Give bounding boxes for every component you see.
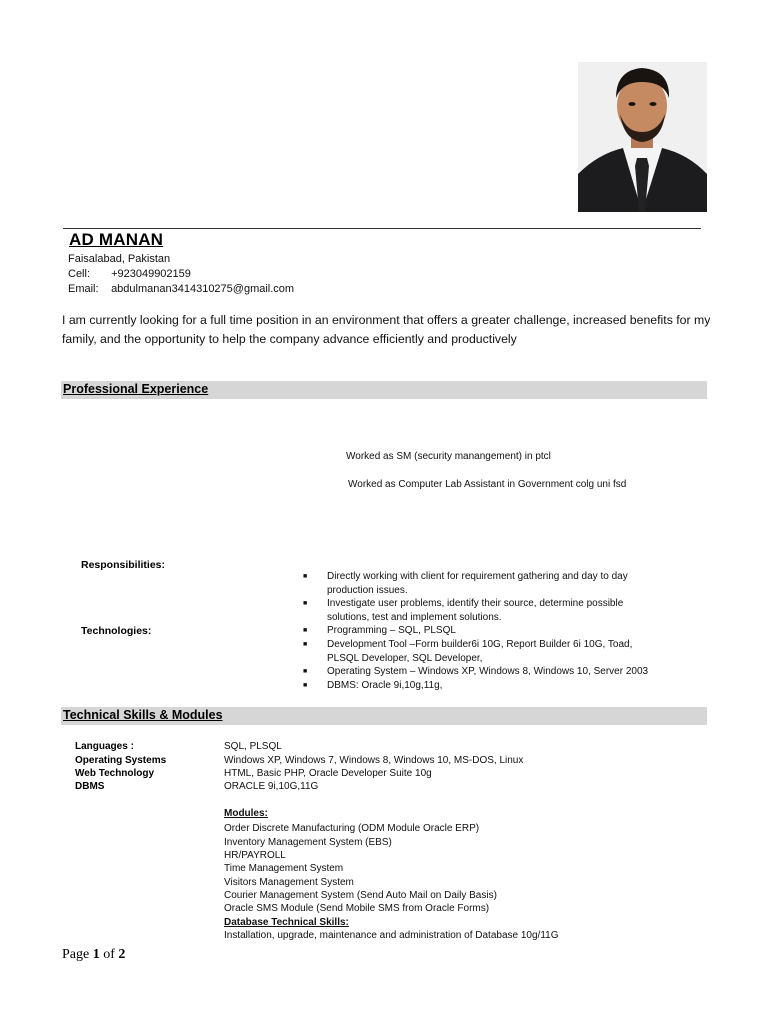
bullet-item: ■ Operating System – Windows XP, Windows 8, Windows 10, Server 2003 [303,666,649,677]
page-number: Page 1 of 2 [62,947,126,962]
module-item: HR/PAYROLL [224,850,286,861]
skill-label: DBMS [75,781,105,792]
skills-heading: Technical Skills & Modules [63,708,223,722]
bullet-item: ■ Investigate user problems, identify their source, determine possible solutions, test and implement solutions. [303,598,624,623]
db-skills-heading: Database Technical Skills: [224,917,349,928]
skill-label: Languages : [75,741,134,752]
module-item: Visitors Management System [224,877,354,888]
bullet-icon: ■ [303,573,308,580]
email-label: Email: [68,283,99,295]
email-address: abdulmanan3414310275@gmail.com [111,283,295,295]
bullet-item: ■ Directly working with client for requirement gathering and day to day production issues. [303,571,628,596]
skill-label: Web Technology [75,768,155,779]
candidate-name: AD MANAN [69,230,164,249]
cell-label: Cell: [68,268,91,280]
experience-section-bar [61,381,707,399]
module-item: Time Management System [224,863,344,874]
location: Faisalabad, Pakistan [68,253,171,265]
skill-value: SQL, PLSQL [224,741,282,752]
header-divider [63,228,701,229]
module-item: Inventory Management System (EBS) [224,837,392,848]
bullet-item: ■ Development Tool –Form builder6i 10G, Report Builder 6i 10G, Toad, PLSQL Developer, SQL Developer, [303,639,633,664]
job-line-2: Worked as Computer Lab Assistant in Government colg uni fsd [348,479,627,490]
bullet-icon: ■ [303,682,308,689]
job-line-1: Worked as SM (security manangement) in ptcl [346,451,551,462]
bullet-item: ■ Programming – SQL, PLSQL [303,625,456,636]
module-item: Courier Management System (Send Auto Mail on Daily Basis) [224,890,497,901]
responsibilities-label: Responsibilities: [81,559,166,571]
objective-text: I am currently looking for a full time position in an environment that offers a greater challenge, increased benefits for my family, and the opportunity to help the company advance efficiently and productively [62,313,711,346]
module-item: Order Discrete Manufacturing (ODM Module Oracle ERP) [224,823,480,834]
module-item: Oracle SMS Module (Send Mobile SMS from Oracle Forms) [224,903,490,914]
bullet-icon: ■ [303,627,308,634]
bullet-icon: ■ [303,600,308,607]
bullet-icon: ■ [303,668,308,675]
skills-section-bar [61,707,707,725]
bullet-icon: ■ [303,641,308,648]
skill-value: HTML, Basic PHP, Oracle Developer Suite 10g [224,768,432,779]
skill-value: ORACLE 9i,10G,11G [224,781,319,792]
db-skills-line: Installation, upgrade, maintenance and administration of Database 10g/11G [224,930,559,941]
modules-heading: Modules: [224,808,268,819]
profile-photo [578,62,707,212]
skill-label: Operating Systems [75,755,167,766]
skill-value: Windows XP, Windows 7, Windows 8, Windows 10, MS-DOS, Linux [224,755,524,766]
cell-line [68,268,191,280]
cell-number: +923049902159 [111,268,191,280]
experience-heading: Professional Experience [63,382,209,396]
bullet-item: ■ DBMS: Oracle 9i,10g,11g, [303,680,443,691]
email-line [68,283,294,295]
technologies-label: Technologies: [81,625,152,637]
